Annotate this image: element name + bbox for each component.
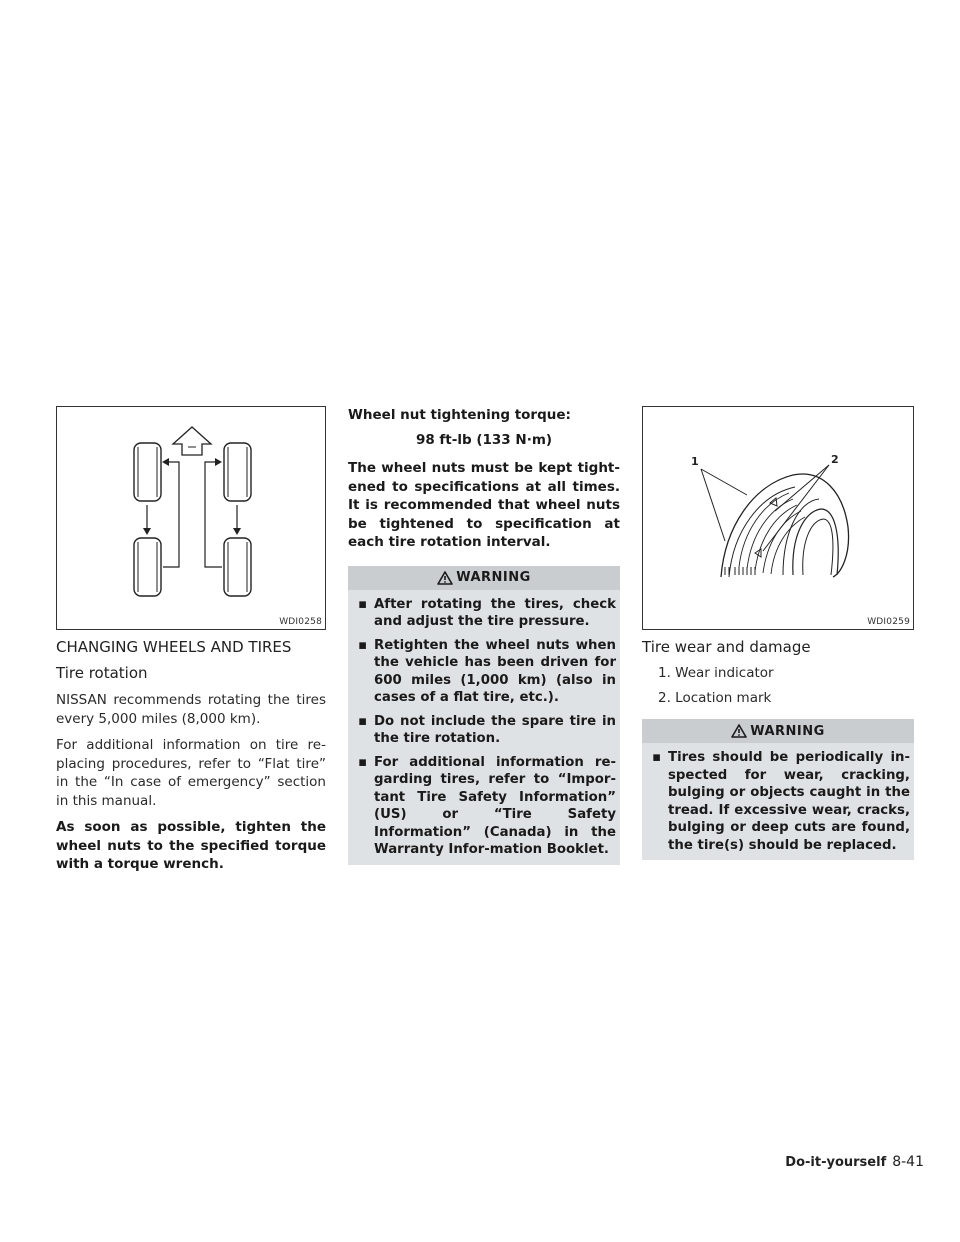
bullet-icon: ▪	[358, 713, 368, 729]
callout-2: 2	[831, 453, 839, 466]
footer-section-name: Do-it-yourself	[785, 1155, 887, 1170]
tire-wear-diagram	[643, 407, 915, 631]
paragraph-rotation-interval: NISSAN recommends rotating the tires every 5,000 miles (8,000 km).	[56, 692, 326, 727]
warning-list	[352, 596, 616, 859]
figure-id: WDI0259	[867, 617, 910, 627]
warning-header	[642, 719, 914, 743]
warning-triangle-icon	[731, 724, 747, 738]
bullet-icon: ▪	[358, 596, 368, 612]
warning-list	[646, 749, 910, 854]
warning-header	[348, 566, 620, 590]
page-number: 8-41	[892, 1154, 924, 1170]
callout-1: 1	[691, 455, 699, 468]
column-right	[642, 406, 914, 860]
column-middle	[348, 406, 620, 865]
warning-item: ▪ Retighten the wheel nuts when the vehicle has been driven for 600 miles (1,000 km) (also in cases of a flat tire, etc.).	[358, 637, 616, 705]
bullet-icon: ▪	[358, 637, 368, 653]
figure-legend-list	[642, 661, 914, 711]
paragraph-torque-wrench: As soon as possible, tighten the wheel nuts to the specified torque with a torque wrench.	[56, 819, 326, 872]
warning-item: ▪ Do not include the spare tire in the tire rotation.	[358, 713, 616, 746]
subsection-heading: Tire rotation	[56, 664, 148, 682]
legend-item: 2. Location mark	[658, 690, 772, 706]
section-heading: CHANGING WHEELS AND TIRES	[56, 638, 292, 656]
bullet-icon: ▪	[358, 754, 368, 770]
tire-rotation-diagram	[57, 407, 327, 631]
warning-box-tire-damage	[642, 719, 914, 860]
warning-item: ▪ For additional information re-garding tires, refer to “Impor-tant Tire Safety Information” (US) or “Tire Safety Information” (Canada) in the Warranty Infor-mation Booklet.	[358, 754, 616, 857]
column-left	[56, 406, 326, 874]
warning-title: WARNING	[456, 570, 531, 585]
warning-title: WARNING	[750, 723, 825, 739]
warning-item: ▪ After rotating the tires, check and adjust the tire pressure.	[358, 596, 616, 629]
warning-item: ▪ Tires should be periodically in-spected for wear, cracking, bulging or objects caught in the tread. If excessive wear, cracks, bulging or deep cuts are found, the tire(s) should be replaced.	[652, 750, 910, 853]
figure-id: WDI0258	[279, 617, 322, 627]
tire-wear-figure	[642, 406, 914, 630]
paragraph-flat-tire-reference: For additional information on tire re-placing procedures, refer to “Flat tire” in the “In case of emergency” section in this manual.	[56, 737, 326, 809]
section-heading: Tire wear and damage	[642, 638, 811, 656]
bullet-icon: ▪	[652, 750, 662, 765]
torque-label: Wheel nut tightening torque:	[348, 407, 571, 423]
page-footer	[785, 1154, 924, 1170]
paragraph-wheel-nuts: The wheel nuts must be kept tight-ened to specifications at all times. It is recommended that wheel nuts be tightened to specification at each tire rotation interval.	[348, 460, 620, 550]
warning-triangle-icon	[437, 571, 453, 585]
warning-box-rotation	[348, 566, 620, 865]
tire-rotation-figure	[56, 406, 326, 630]
torque-value: 98 ft-lb (133 N·m)	[415, 431, 553, 448]
legend-item: 1. Wear indicator	[658, 665, 774, 681]
